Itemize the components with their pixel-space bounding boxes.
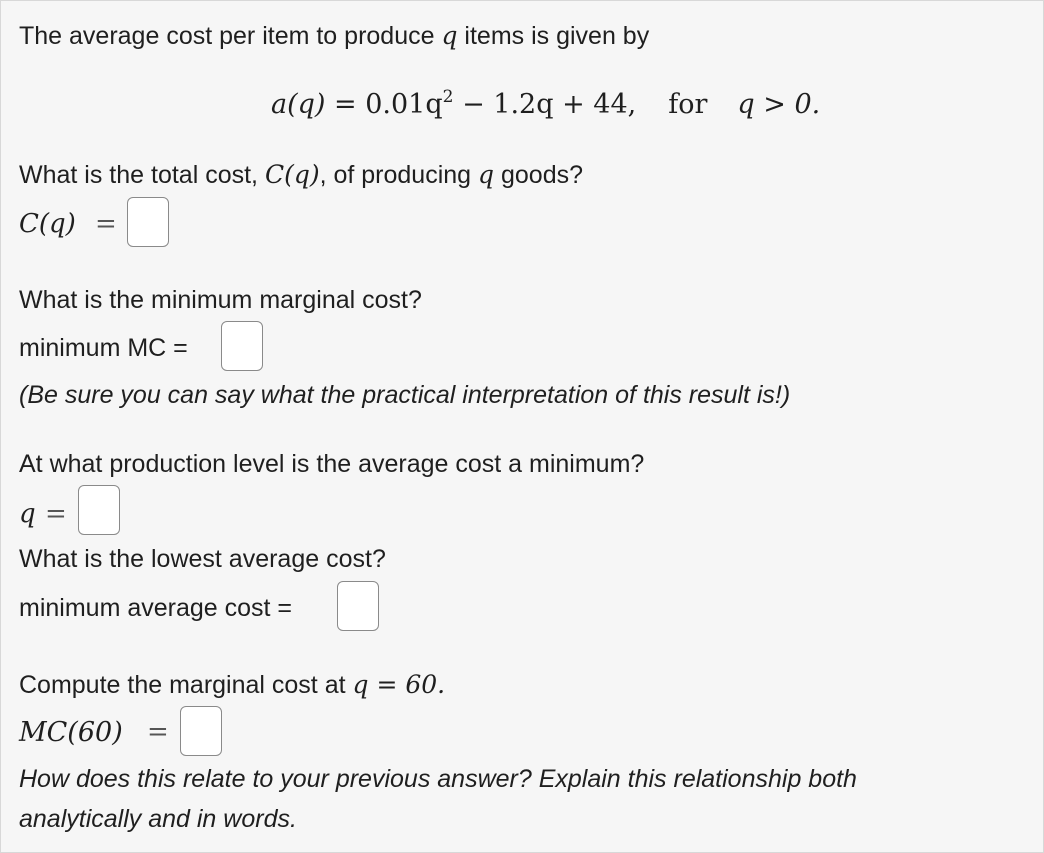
question-marginal-cost-60 <box>19 672 445 698</box>
mc60-equals: = <box>147 717 169 747</box>
formula-lhs: a(q) <box>271 89 326 120</box>
q1-text-before: What is the total cost, <box>19 161 265 189</box>
question-lowest-average-cost: What is the lowest average cost? <box>19 545 386 573</box>
mc60-note-line1: How does this relate to your previous answer? Explain this relationship both <box>19 765 857 793</box>
total-cost-input[interactable] <box>127 197 169 247</box>
q1-func: C(q) <box>264 160 320 189</box>
intro-text <box>19 23 649 49</box>
mc60-label: MC(60) <box>19 717 123 748</box>
min-mc-note: (Be sure you can say what the practical interpretation of this result is!) <box>19 381 791 409</box>
intro-text-before: The average cost per item to produce <box>19 22 442 50</box>
q1-text-after: goods? <box>494 161 583 189</box>
min-average-cost-label: minimum average cost = <box>19 594 293 622</box>
formula-eq: = 0.01q <box>325 89 443 120</box>
formula-condition: q > 0. <box>737 89 821 120</box>
q5-var-expr: q = 60. <box>352 670 446 699</box>
min-mc-input[interactable] <box>221 321 263 371</box>
intro-var-q: q <box>441 21 458 50</box>
q-level-input[interactable] <box>78 485 120 535</box>
total-cost-equals: = <box>95 209 117 239</box>
question-total-cost <box>19 162 583 188</box>
average-cost-formula <box>271 89 820 118</box>
min-average-cost-input[interactable] <box>337 581 379 631</box>
q1-text-mid: , of producing <box>319 161 479 189</box>
mc60-note-line2: analytically and in words. <box>19 805 297 833</box>
question-min-average-level: At what production level is the average cost a minimum? <box>19 450 645 478</box>
q-level-label: q <box>19 499 36 529</box>
question-min-mc: What is the minimum marginal cost? <box>19 286 422 314</box>
intro-text-after: items is given by <box>457 22 650 50</box>
q1-var-q: q <box>478 160 495 189</box>
formula-rest: − 1.2q + 44, <box>453 89 637 120</box>
formula-for: for <box>668 89 708 120</box>
formula-exponent: 2 <box>442 87 454 107</box>
q-level-equals: = <box>45 499 67 529</box>
q5-text: Compute the marginal cost at <box>19 671 353 699</box>
mc60-input[interactable] <box>180 706 222 756</box>
min-mc-label: minimum MC = <box>19 334 188 362</box>
total-cost-label: C(q) <box>19 209 76 239</box>
